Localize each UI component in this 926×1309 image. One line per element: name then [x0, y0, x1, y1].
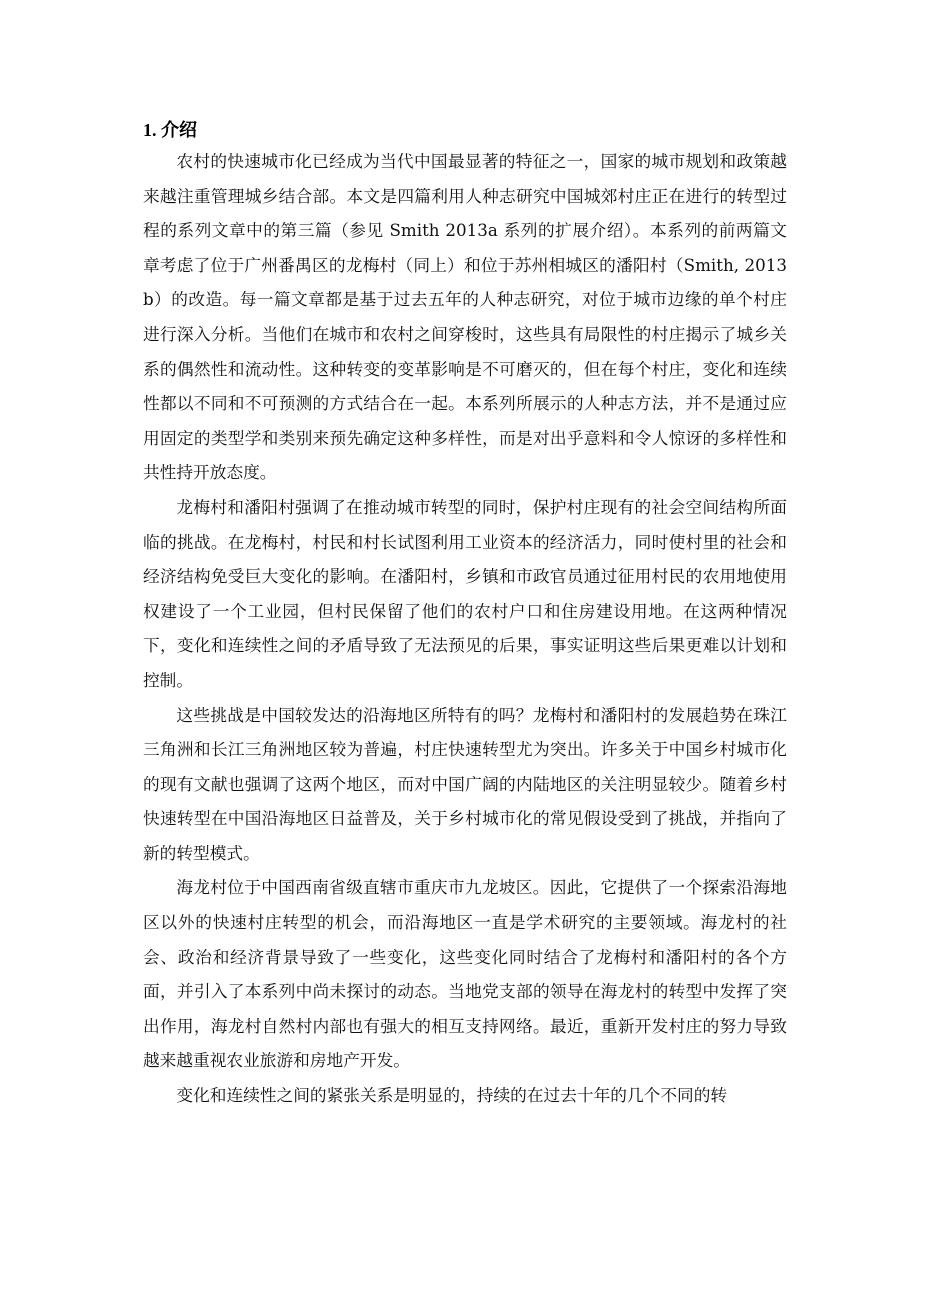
page-content: [143, 116, 787, 1113]
paragraph-3: 这些挑战是中国较发达的沿海地区所特有的吗？龙梅村和潘阳村的发展趋势在珠江三角洲和长江三角洲地区较为普遍，村庄快速转型尤为突出。许多关于中国乡村城市化的现有文献也强调了这两个地区，而对中国广阔的内陆地区的关注明显较少。随着乡村快速转型在中国沿海地区日益普及，关于乡村城市化的常见假设受到了挑战，并指向了新的转型模式。: [143, 704, 787, 863]
paragraph-1: 农村的快速城市化已经成为当代中国最显著的特征之一，国家的城市规划和政策越来越注重管理城乡结合部。本文是四篇利用人种志研究中国城郊村庄正在进行的转型过程的系列文章中的第三篇（参见 Smith 2013a 系列的扩展介绍）。本系列的前两篇文章考虑了位于广州番禺区的龙梅村（同上）和位于苏州相城区的潘阳村（Smith, 2013b）的改造。每一篇文章都是基于过去五年的人种志研究，对位于城市边缘的单个村庄进行深入分析。当他们在城市和农村之间穿梭时，这些具有局限性的村庄揭示了城乡关系的偶然性和流动性。这种转变的变革影响是不可磨灭的，但在每个村庄，变化和连续性都以不同和不可预测的方式结合在一起。本系列所展示的人种志方法，并不是通过应用固定的类型学和类别来预先确定这种多样性，而是对出乎意料和令人惊讶的多样性和共性持开放态度。: [143, 151, 787, 483]
paragraph-5: 变化和连续性之间的紧张关系是明显的，持续的在过去十年的几个不同的转: [176, 1085, 728, 1106]
paragraph-2: 龙梅村和潘阳村强调了在推动城市转型的同时，保护村庄现有的社会空间结构所面临的挑战。在龙梅村，村民和村长试图利用工业资本的经济活力，同时使村里的社会和经济结构免受巨大变化的影响。在潘阳村，乡镇和市政官员通过征用村民的农用地使用权建设了一个工业园，但村民保留了他们的农村户口和住房建设用地。在这两种情况下，变化和连续性之间的矛盾导致了无法预见的后果，事实证明这些后果更难以计划和控制。: [143, 496, 787, 690]
section-heading: 1. 介绍: [143, 120, 197, 140]
paragraph-4: 海龙村位于中国西南省级直辖市重庆市九龙坡区。因此，它提供了一个探索沿海地区以外的快速村庄转型的机会，而沿海地区一直是学术研究的主要领域。海龙村的社会、政治和经济背景导致了一些变化，这些变化同时结合了龙梅村和潘阳村的各个方面，并引入了本系列中尚未探讨的动态。当地党支部的领导在海龙村的转型中发挥了突出作用，海龙村自然村内部也有强大的相互支持网络。最近，重新开发村庄的努力导致越来越重视农业旅游和房地产开发。: [143, 877, 787, 1071]
